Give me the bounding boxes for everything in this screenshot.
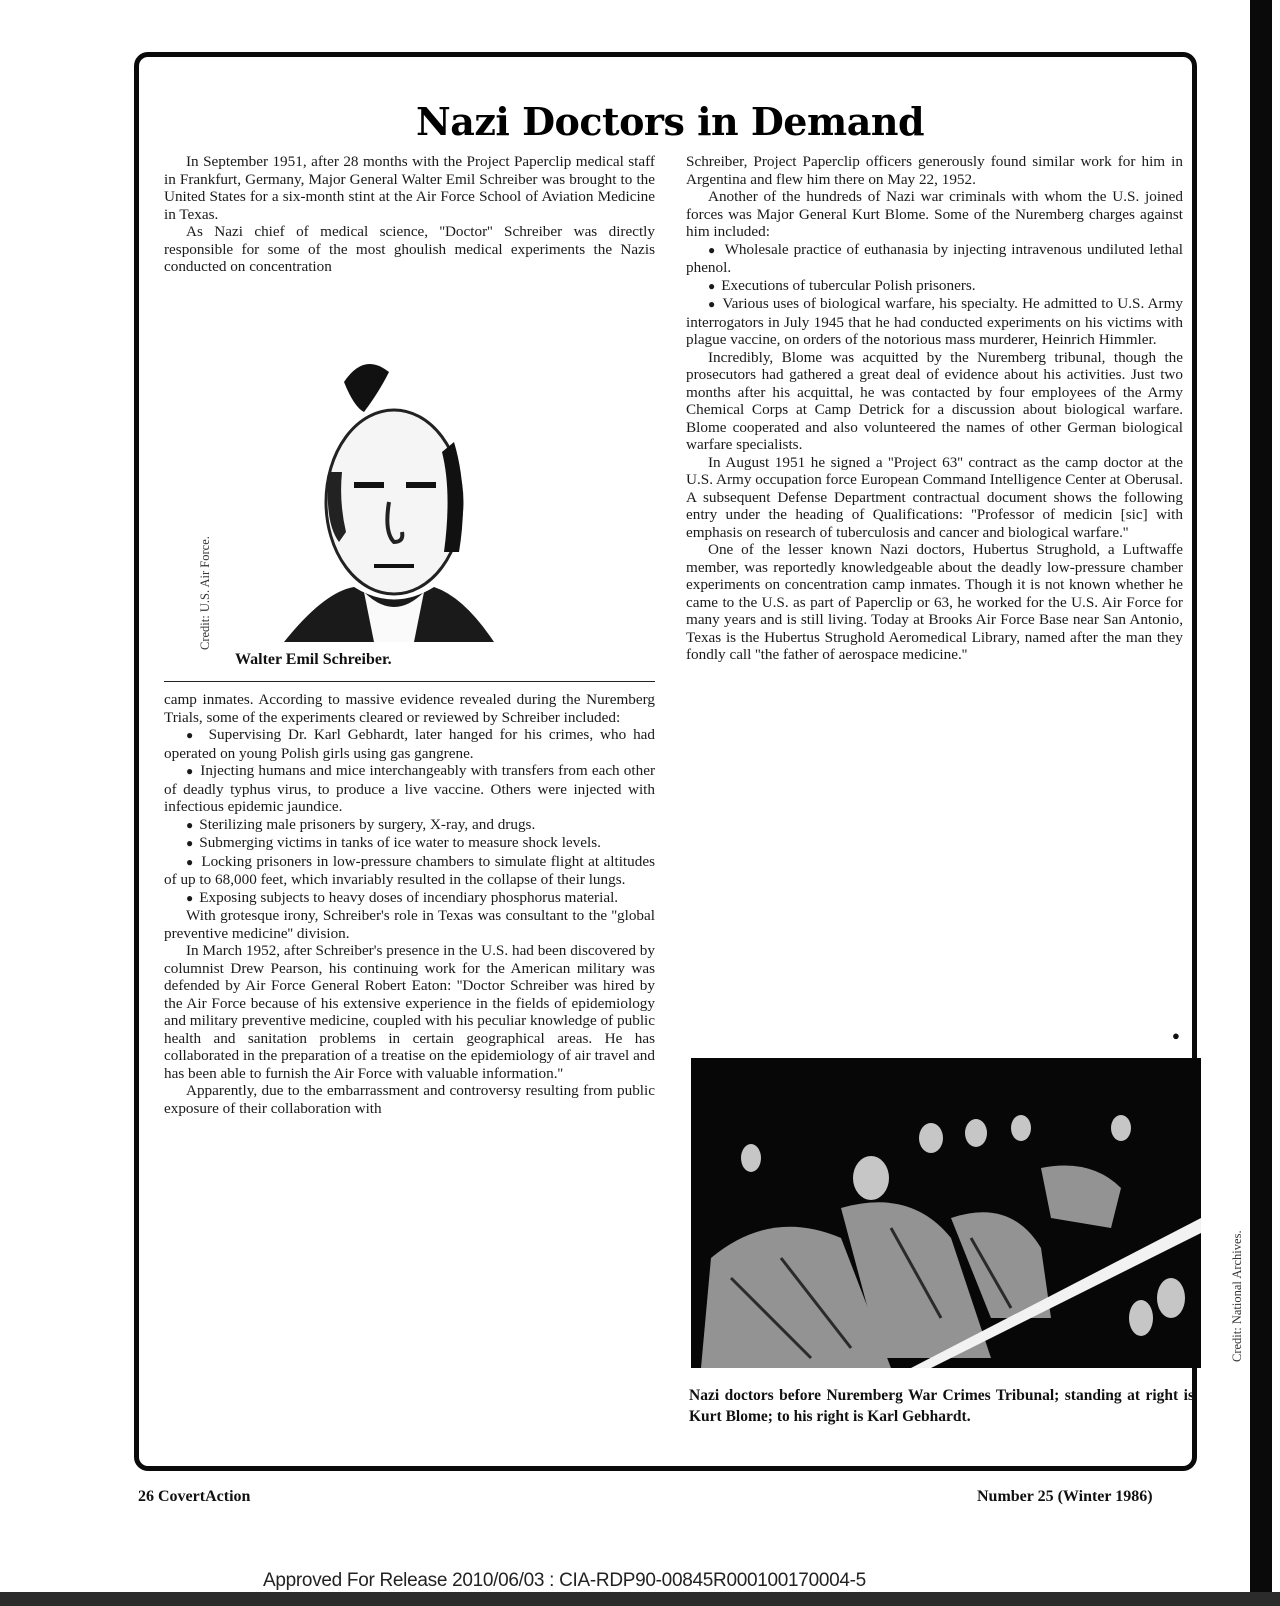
paragraph: With grotesque irony, Schreiber's role in Texas was consultant to the ''global preventive medicine'' division. bbox=[164, 907, 655, 942]
paragraph: One of the lesser known Nazi doctors, Hubertus Strughold, a Luftwaffe member, was reportedly knowledgeable about the deadly low-pressure chamber experiments on concentration camp inmates. Though it is not known whether he came to the U.S. as part of Paperclip or 63, he worked for the U.S. Air Force for many years and is still living. Today at Brooks Air Force Base near San Antonio, Texas is the Hubertus Strughold Aeromedical Library, named after the man they fondly call ''the father of aerospace medicine.'' bbox=[686, 541, 1183, 663]
paragraph: In August 1951 he signed a ''Project 63'' contract as the camp doctor at the U.S. Army occupation force European Command Intelligence Center at Oberusal. A subsequent Defense Department contractual document shows the following entry under the heading of Qualifications: ''Professor of medicin [sic] with emphasis on research of tuberculosis and cancer and biological warfare.'' bbox=[686, 453, 1183, 541]
paragraph: Another of the hundreds of Nazi war criminals with whom the U.S. joined forces was Major General Kurt Blome. Some of the Nuremberg charges against him included: bbox=[686, 188, 1183, 240]
paragraph: Schreiber, Project Paperclip officers generously found similar work for him in Argentina and flew him there on May 22, 1952. bbox=[686, 153, 1183, 188]
right-column bbox=[686, 153, 1183, 664]
portrait-credit: Credit: U.S. Air Force. bbox=[198, 536, 212, 650]
viewer-bottom-bar bbox=[0, 1592, 1280, 1606]
end-of-article-mark: ● bbox=[1172, 1028, 1180, 1043]
release-stamp: Approved For Release 2010/06/03 : CIA-RDP90-00845R000100170004-5 bbox=[263, 1570, 866, 1591]
bullet-item: ● Executions of tubercular Polish prisoners. bbox=[686, 277, 1183, 296]
paragraph: As Nazi chief of medical science, ''Doctor'' Schreiber was directly responsible for some of the most ghoulish medical experiments the Nazis conducted on concentration bbox=[164, 223, 655, 275]
bullet-item: ● Injecting humans and mice interchangeably with transfers from each other of deadly typhus virus, to produce a live vaccine. Others were injected with infectious epidemic jaundice. bbox=[164, 762, 655, 816]
bullet-item: ● Submerging victims in tanks of ice water to measure shock levels. bbox=[164, 834, 655, 853]
bullet-item: ● Supervising Dr. Karl Gebhardt, later hanged for his crimes, who had operated on young Polish girls using gas gangrene. bbox=[164, 726, 655, 762]
bullet-item: ● Various uses of biological warfare, his specialty. He admitted to U.S. Army interrogators in July 1945 that he had conducted experiments on his victims with plague vaccine, on orders of the notorious mass murderer, Heinrich Himmler. bbox=[686, 295, 1183, 349]
paragraph: camp inmates. According to massive evidence revealed during the Nuremberg Trials, some of the experiments cleared or reviewed by Schreiber included: bbox=[164, 691, 655, 726]
paragraph: Incredibly, Blome was acquitted by the Nuremberg tribunal, though the prosecutors had gathered a great deal of evidence about his activities. Just two months after his acquittal, he was contacted by four employees of the Army Chemical Corps at Camp Detrick for a discussion about biological warfare. Blome cooperated and also volunteered the names of other German biological warfare specialists. bbox=[686, 348, 1183, 453]
tribunal-photo bbox=[691, 1058, 1201, 1368]
paragraph: Apparently, due to the embarrassment and controversy resulting from public exposure of their collaboration with bbox=[164, 1082, 655, 1117]
left-column-bottom bbox=[164, 691, 655, 1117]
photo-credit: Credit: National Archives. bbox=[1230, 1230, 1244, 1362]
paragraph: In March 1952, after Schreiber's presence in the U.S. had been discovered by columnist Drew Pearson, his continuing work for the American military was defended by Air Force General Robert Eaton: ''Doctor Schreiber was hired by the Air Force because of his extensive experience in the fields of epidemiology and military preventive medicine, coupled with his peculiar knowledge of public health and sanitation problems in certain geographical areas. He has collaborated in the preparation of a treatise on the epidemiology of air travel and has been able to furnish the Air Force with valuable information.'' bbox=[164, 942, 655, 1082]
portrait-photo bbox=[284, 352, 494, 642]
portrait-caption: Walter Emil Schreiber. bbox=[235, 651, 392, 668]
left-column-top bbox=[164, 153, 655, 276]
bullet-item: ● Exposing subjects to heavy doses of incendiary phosphorus material. bbox=[164, 889, 655, 908]
bullet-item: ● Wholesale practice of euthanasia by injecting intravenous undiluted lethal phenol. bbox=[686, 241, 1183, 277]
photo-caption: Nazi doctors before Nuremberg War Crimes Tribunal; standing at right is Kurt Blome; to his right is Karl Gebhardt. bbox=[689, 1387, 1194, 1425]
bullet-item: ● Sterilizing male prisoners by surgery, X-ray, and drugs. bbox=[164, 816, 655, 835]
scanner-edge-bar bbox=[1250, 0, 1272, 1606]
footer-issue: Number 25 (Winter 1986) bbox=[977, 1488, 1153, 1505]
footer-page-publication: 26 CovertAction bbox=[138, 1488, 251, 1505]
paragraph: In September 1951, after 28 months with the Project Paperclip medical staff in Frankfurt, Germany, Major General Walter Emil Schreiber was brought to the United States for a six-month stint at the Air Force School of Aviation Medicine in Texas. bbox=[164, 153, 655, 223]
article-title: Nazi Doctors in Demand bbox=[415, 99, 925, 145]
column-divider-rule bbox=[164, 681, 655, 682]
bullet-item: ● Locking prisoners in low-pressure chambers to simulate flight at altitudes of up to 68,000 feet, which invariably resulted in the collapse of their lungs. bbox=[164, 853, 655, 889]
